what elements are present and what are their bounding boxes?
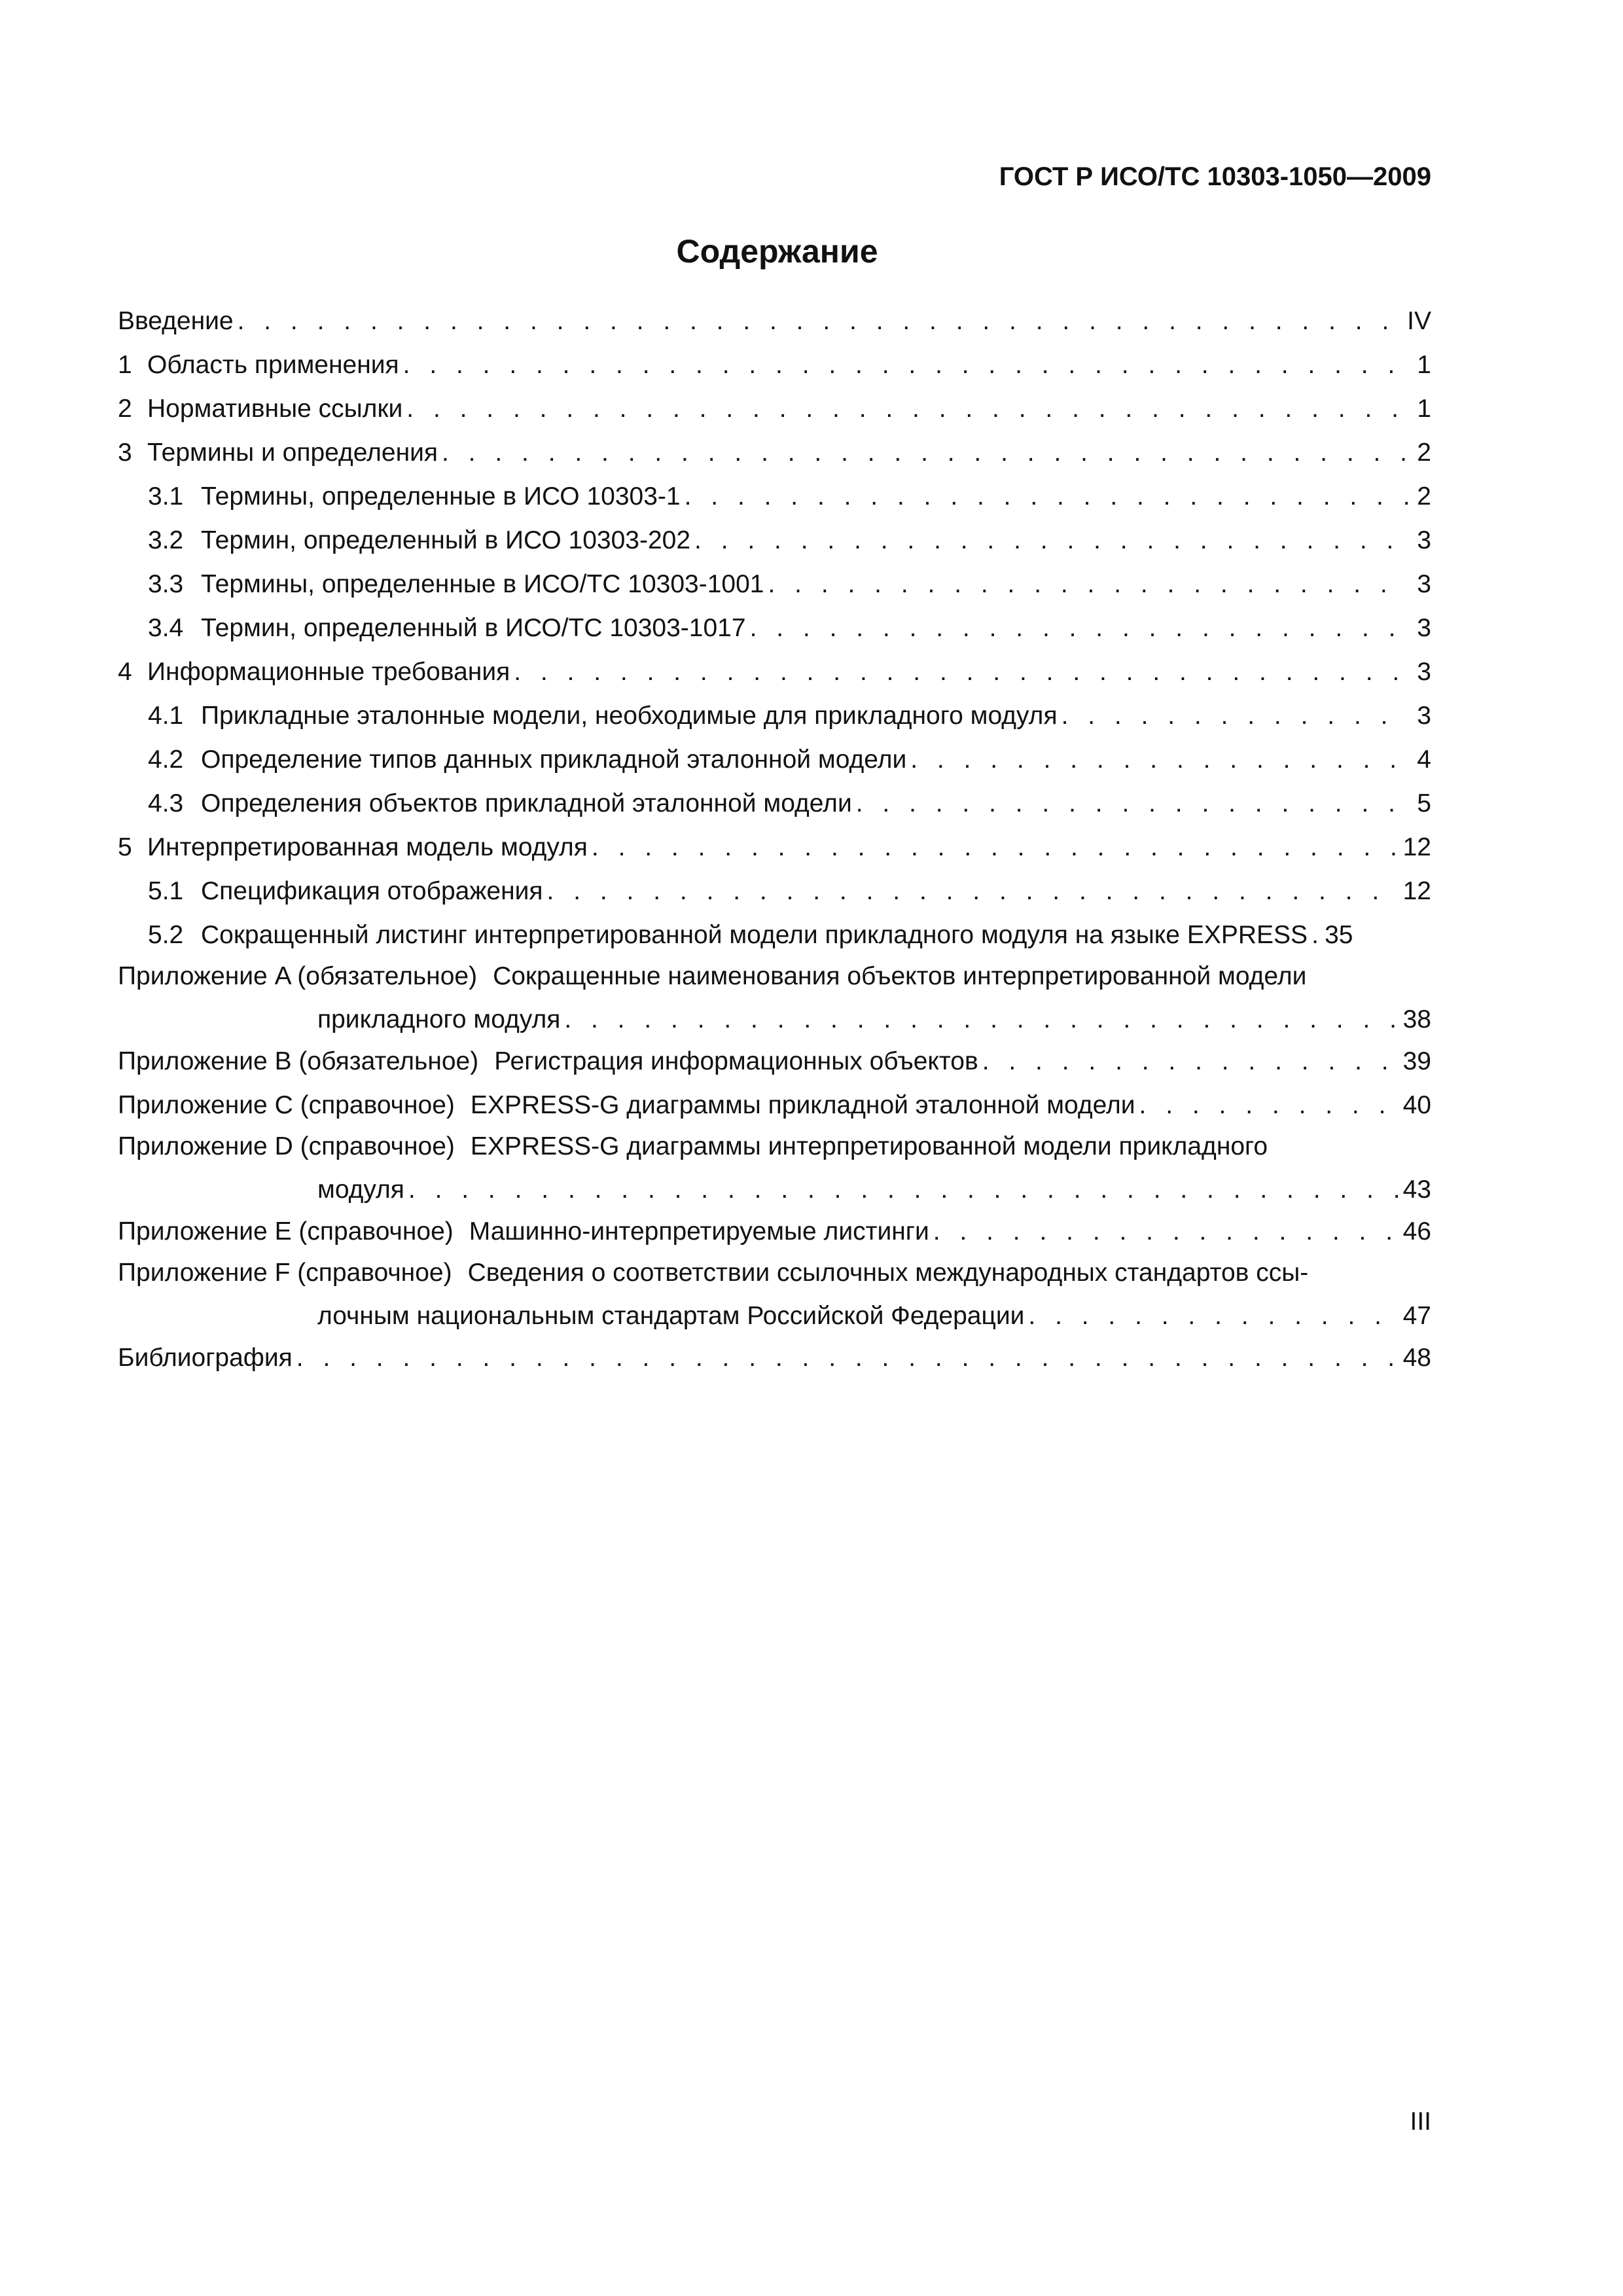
dot-leader (1139, 1083, 1399, 1127)
toc-entry-page: 12 (1402, 833, 1431, 861)
toc-entry-number: 2 (118, 395, 132, 423)
toc-entry-number: 5.2 (148, 921, 184, 949)
toc-entry-label: Определение типов данных прикладной эталонной модели (201, 745, 907, 774)
dot-leader (238, 299, 1404, 343)
toc-entry-label: Термин, определенный в ИСО 10303-202 (201, 526, 691, 554)
dot-leader (750, 606, 1408, 650)
toc-entry-label: Термины, определенные в ИСО 10303-1 (201, 482, 681, 511)
toc-entry-3-2[interactable] (118, 518, 1431, 562)
toc-entry-5[interactable] (118, 825, 1431, 869)
toc-entry-number: 1 (118, 351, 132, 379)
table-of-contents (118, 299, 1431, 1380)
toc-entry-page: 39 (1402, 1047, 1431, 1075)
toc-entry-page: 3 (1417, 526, 1431, 554)
toc-entry-3-3[interactable] (118, 562, 1431, 606)
toc-entry-label: Библиография (118, 1344, 293, 1372)
toc-entry-page: 47 (1402, 1302, 1431, 1330)
toc-entry-4[interactable] (118, 650, 1431, 694)
toc-entry-label: Термины, определенные в ИСО/ТС 10303-1001 (201, 570, 764, 598)
dot-leader (547, 869, 1399, 913)
annex-name: Приложение D (справочное) (118, 1132, 455, 1160)
toc-entry-number: 3.3 (148, 570, 184, 598)
toc-entry-page: 3 (1417, 570, 1431, 598)
dot-leader (1028, 1297, 1399, 1336)
page-number: III (1410, 2108, 1431, 2136)
toc-entry-4-2[interactable] (118, 738, 1431, 781)
toc-entry-label: Сокращенный листинг интерпретированной модели прикладного модуля на языке EXPRESS (201, 921, 1308, 949)
toc-title: Содержание (676, 233, 878, 270)
toc-entry-page: 3 (1417, 702, 1431, 730)
toc-entry-page: 40 (1402, 1091, 1431, 1119)
toc-entry-label: Введение (118, 307, 234, 335)
dot-leader (933, 1210, 1399, 1253)
toc-entry-page: 4 (1417, 745, 1431, 774)
toc-annex-c[interactable] (118, 1083, 1431, 1127)
toc-entry-page: 1 (1417, 351, 1431, 379)
toc-entry-page: IV (1407, 307, 1431, 335)
document-code: ГОСТ Р ИСО/ТС 10303-1050—2009 (999, 162, 1431, 191)
dot-leader (982, 1039, 1399, 1083)
dot-leader (442, 431, 1408, 475)
toc-entry-5-1[interactable] (118, 869, 1431, 913)
annex-name: Приложение E (справочное) (118, 1217, 454, 1246)
toc-entry-number: 4 (118, 658, 132, 686)
toc-entry-number: 3 (118, 439, 132, 467)
toc-entry-label: Спецификация отображения (201, 877, 543, 905)
dot-leader (408, 1170, 1399, 1210)
annex-title-line2: прикладного модуля (317, 1005, 561, 1033)
toc-annex-d[interactable] (118, 1127, 1431, 1210)
toc-entry-page: 43 (1402, 1175, 1431, 1204)
annex-name: Приложение A (обязательное) (118, 962, 478, 990)
dot-leader (403, 343, 1408, 387)
toc-entry-number: 3.2 (148, 526, 184, 554)
toc-entry-3-4[interactable] (118, 606, 1431, 650)
toc-entry-5-2[interactable] (118, 913, 1431, 957)
annex-title-line1: Сведения о соответствии ссылочных международных стандартов ссы- (467, 1259, 1309, 1287)
toc-entry-page: 3 (1417, 658, 1431, 686)
dot-leader (856, 781, 1408, 825)
dot-leader (768, 562, 1408, 606)
toc-entry-4-3[interactable] (118, 781, 1431, 825)
toc-entry-page: 46 (1402, 1217, 1431, 1246)
toc-entry-1[interactable] (118, 343, 1431, 387)
toc-entry-label: Термины и определения (147, 439, 438, 467)
toc-entry-4-1[interactable] (118, 694, 1431, 738)
dot-leader (592, 825, 1399, 869)
dot-leader (1311, 913, 1321, 957)
dot-leader (296, 1336, 1399, 1380)
toc-entry-label: Нормативные ссылки (147, 395, 403, 423)
toc-entry-number: 4.3 (148, 789, 184, 817)
toc-entry-introduction[interactable] (118, 299, 1431, 343)
annex-name: Приложение F (справочное) (118, 1259, 452, 1287)
dot-leader (910, 738, 1408, 781)
annex-title-line1: Сокращенные наименования объектов интерпретированной модели (493, 962, 1307, 990)
toc-entry-page: 35 (1325, 921, 1353, 949)
toc-annex-a[interactable] (118, 957, 1431, 1039)
toc-entry-page: 1 (1417, 395, 1431, 423)
toc-entry-label: Информационные требования (147, 658, 510, 686)
toc-entry-3-1[interactable] (118, 475, 1431, 518)
annex-name: Приложение C (справочное) (118, 1091, 455, 1119)
annex-title-line2: лочным национальным стандартам Российской Федерации (317, 1302, 1025, 1330)
toc-entry-bibliography[interactable] (118, 1336, 1431, 1380)
dot-leader (685, 475, 1408, 518)
toc-entry-2[interactable] (118, 387, 1431, 431)
dot-leader (1061, 694, 1408, 738)
toc-entry-number: 4.1 (148, 702, 184, 730)
dot-leader (406, 387, 1408, 431)
toc-annex-b[interactable] (118, 1039, 1431, 1083)
toc-entry-number: 5.1 (148, 877, 184, 905)
toc-entry-3[interactable] (118, 431, 1431, 475)
toc-annex-e[interactable] (118, 1210, 1431, 1253)
toc-entry-label: Интерпретированная модель модуля (147, 833, 588, 861)
annex-title-line1: Машинно-интерпретируемые листинги (469, 1217, 929, 1246)
toc-entry-page: 2 (1417, 482, 1431, 511)
annex-title-line2: модуля (317, 1175, 404, 1204)
toc-entry-page: 2 (1417, 439, 1431, 467)
annex-title-line1: EXPRESS-G диаграммы прикладной эталонной модели (470, 1091, 1135, 1119)
dot-leader (514, 650, 1408, 694)
toc-entry-label: Прикладные эталонные модели, необходимые для прикладного модуля (201, 702, 1058, 730)
annex-name: Приложение B (обязательное) (118, 1047, 479, 1075)
dot-leader (694, 518, 1408, 562)
toc-entry-page: 48 (1402, 1344, 1431, 1372)
toc-entry-page: 5 (1417, 789, 1431, 817)
toc-entry-page: 38 (1402, 1005, 1431, 1033)
toc-entry-number: 5 (118, 833, 132, 861)
annex-title-line1: EXPRESS-G диаграммы интерпретированной модели прикладного (470, 1132, 1268, 1160)
toc-entry-label: Термин, определенный в ИСО/ТС 10303-1017 (201, 614, 746, 642)
annex-title-line1: Регистрация информационных объектов (494, 1047, 978, 1075)
toc-entry-number: 4.2 (148, 745, 184, 774)
toc-entry-number: 3.4 (148, 614, 184, 642)
toc-entry-page: 12 (1402, 877, 1431, 905)
toc-entry-label: Определения объектов прикладной эталонной модели (201, 789, 852, 817)
toc-annex-f[interactable] (118, 1253, 1431, 1336)
toc-entry-number: 3.1 (148, 482, 184, 511)
toc-entry-page: 3 (1417, 614, 1431, 642)
toc-entry-label: Область применения (147, 351, 399, 379)
dot-leader (564, 1000, 1399, 1039)
